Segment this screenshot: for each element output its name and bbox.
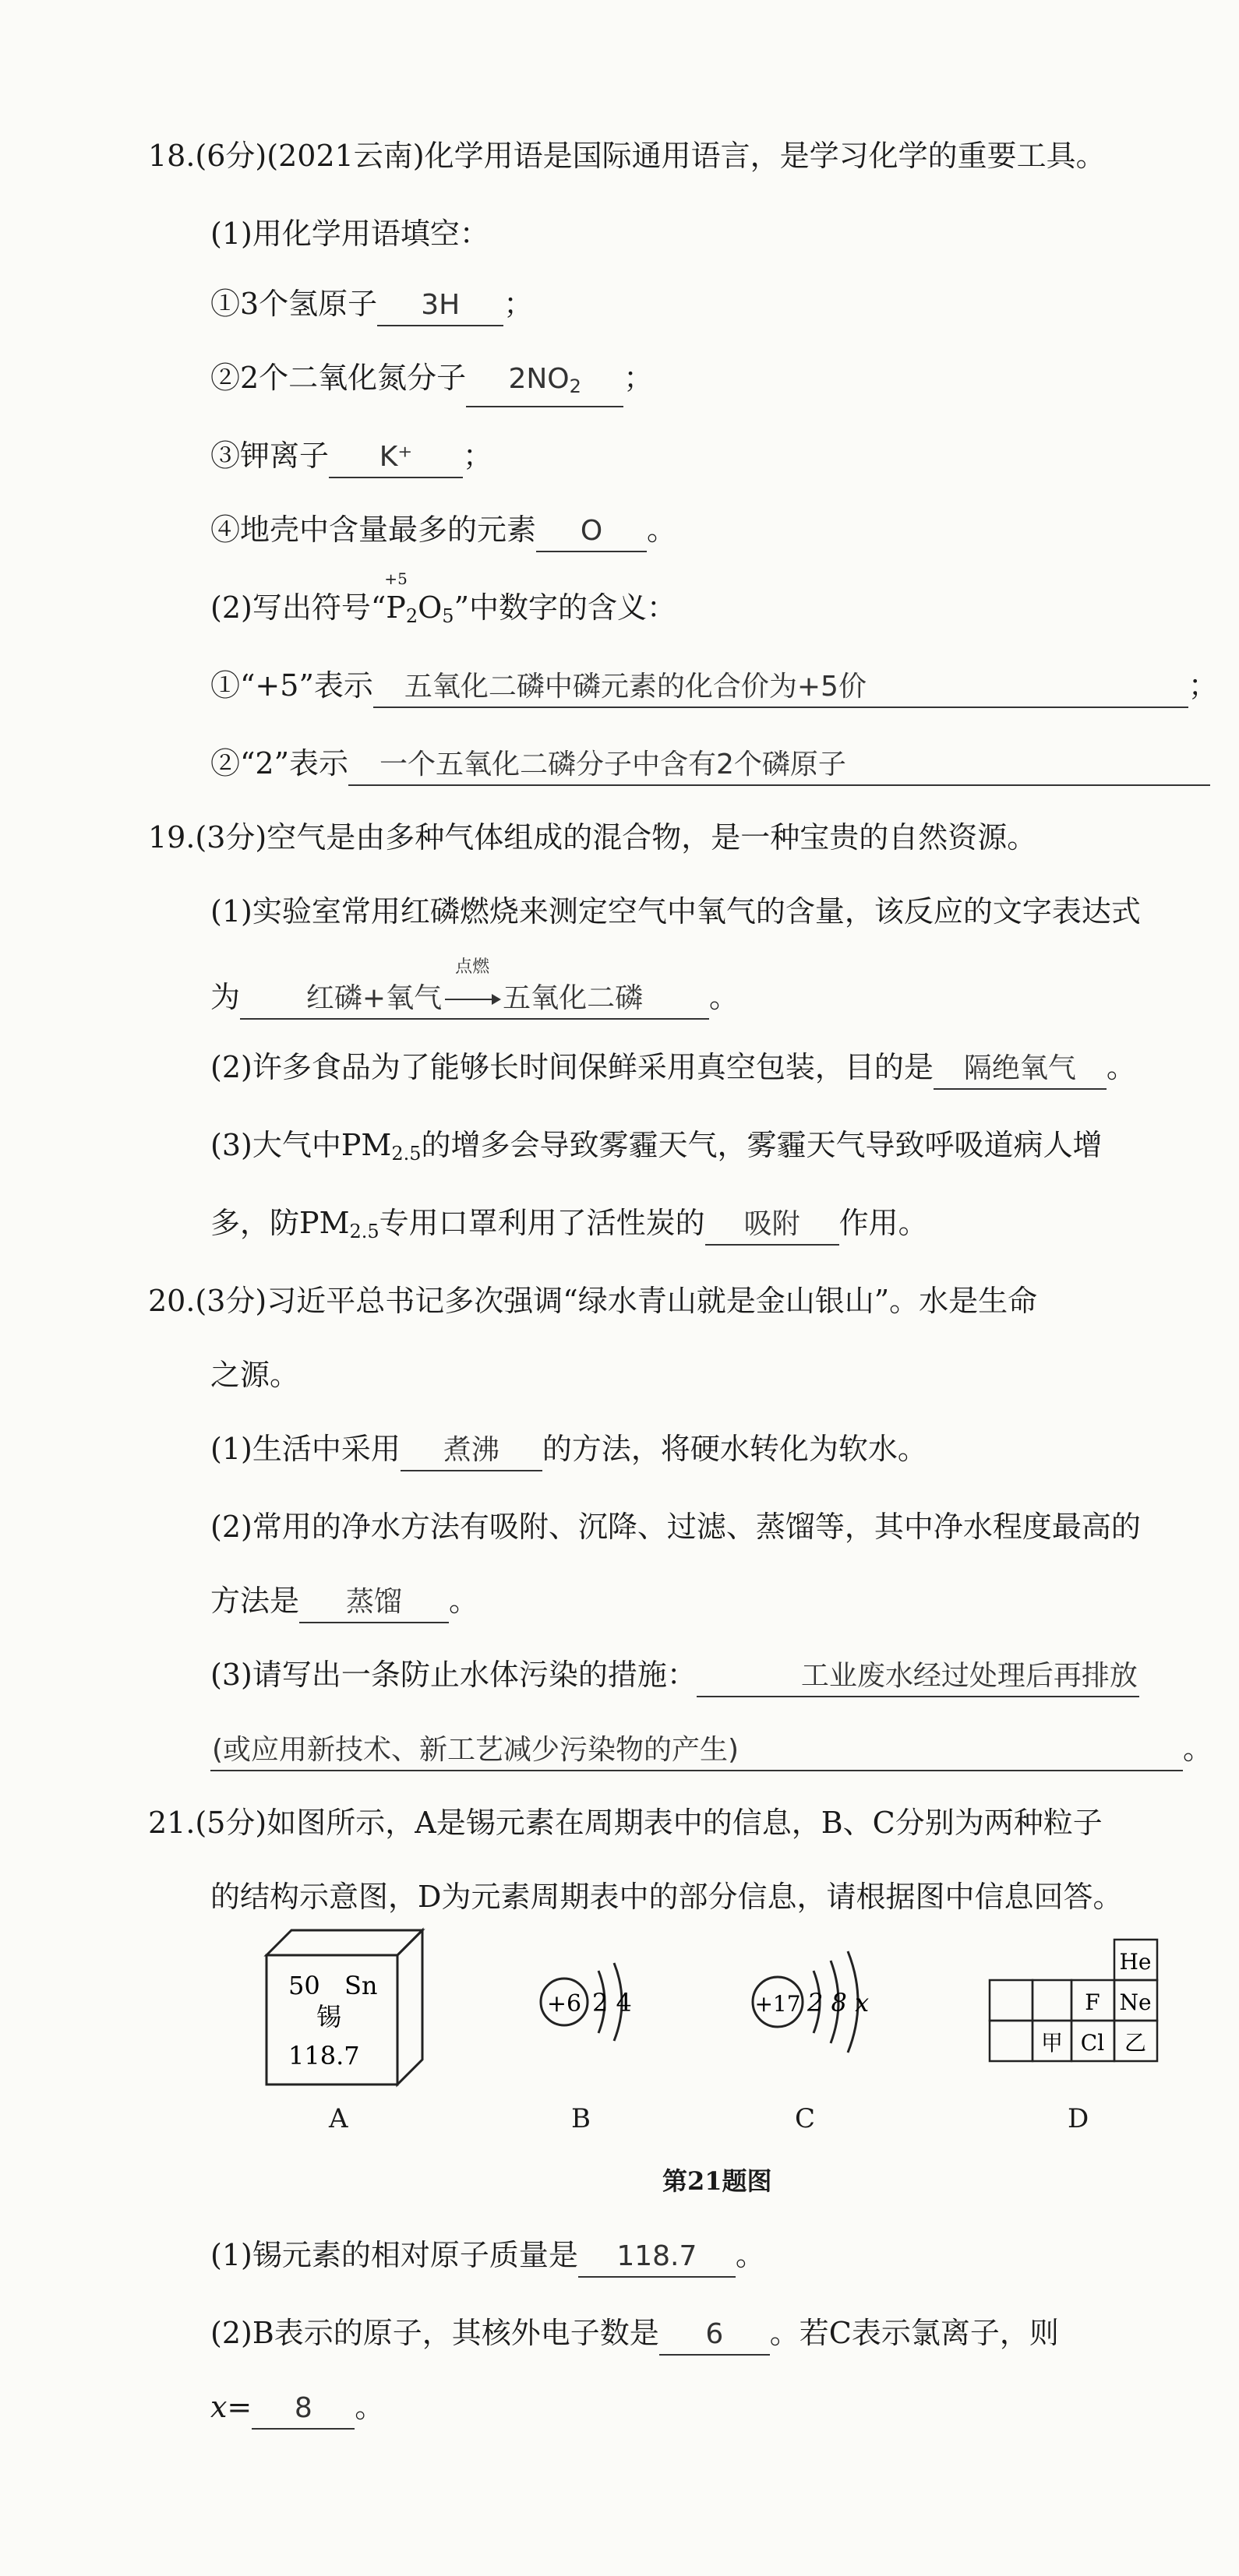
figure-c-ion-diagram <box>740 1928 896 2060</box>
figure-b-label: B <box>571 2103 591 2134</box>
q18-item4: ④地壳中含量最多的元素 O 。 <box>210 510 676 552</box>
q20-part3-cont: (或应用新技术、新工艺减少污染物的产生) 。 <box>210 1729 1213 1771</box>
cell-jia: 甲 <box>1040 2030 1064 2056</box>
q19-part1a: (1)实验室常用红磷燃烧来测定空气中氧气的含量，该反应的文字表达式 <box>210 894 1141 929</box>
q19-answer-2: 隔绝氧气 <box>934 1049 1107 1090</box>
q18-item3: ③钾离子 K⁺ ； <box>210 436 492 478</box>
tin-name: 锡 <box>316 2002 342 2032</box>
q20-stem-b: 之源。 <box>210 1358 300 1392</box>
q18-meaning1: ①“+5”表示 五氧化二磷中磷元素的化合价为+5价 ； <box>210 666 1218 708</box>
figure-a-label: A <box>329 2103 348 2134</box>
tin-mass: 118.7 <box>288 2041 360 2070</box>
q18-answer-5: 五氧化二磷中磷元素的化合价为+5价 <box>373 668 1188 708</box>
cell-cl: Cl <box>1080 2030 1105 2056</box>
q18-answer-4: O <box>536 512 647 552</box>
q20-answer-1: 煮沸 <box>401 1431 542 1471</box>
q18-answer-2: $2NO_2$ <box>466 360 623 407</box>
tin-symbol: Sn <box>344 1971 378 2000</box>
q20-part3: (3)请写出一条防止水体污染的措施： 工业废水经过处理后再排放 <box>210 1655 1139 1697</box>
q21-part2: (2)B表示的原子，其核外电子数是 6 。若C表示氯离子，则 <box>210 2313 1059 2356</box>
q21-answer-3: 8 <box>252 2389 355 2430</box>
q21-stem-b: 的结构示意图，D为元素周期表中的部分信息，请根据图中信息回答。 <box>210 1880 1123 1914</box>
figure-d-label: D <box>1068 2103 1089 2134</box>
q18-part2: (2)写出符号“ +5 $P_2O_5$”中数字的含义： <box>210 569 676 627</box>
figure-d-periodic-table <box>986 1932 1173 2064</box>
cell-yi: 乙 <box>1124 2030 1147 2056</box>
q18-answer-3: K⁺ <box>329 438 463 478</box>
q19-part1b: 为 红磷+氧气 点燃 五氧化二磷 。 <box>210 978 739 1020</box>
b-shells: 2 4 <box>592 1988 632 2017</box>
p2o5-symbol: +5 P <box>384 569 408 625</box>
tin-atomic-number: 50 <box>288 1971 320 2000</box>
q21-answer-1: 118.7 <box>578 2237 736 2278</box>
q18-meaning2: ②“2”表示 一个五氧化二磷分子中含有2个磷原子 <box>210 744 1210 786</box>
q20-part2a: (2)常用的净水方法有吸附、沉降、过滤、蒸馏等，其中净水程度最高的 <box>210 1510 1141 1544</box>
figure-caption: 第21题图 <box>662 2166 772 2196</box>
figure-a-element-cube <box>257 1924 436 2103</box>
figure-c-label: C <box>795 2103 816 2134</box>
q18-item1: ①3个氢原子 3H ； <box>210 284 533 326</box>
q18-part1: (1)用化学用语填空： <box>210 217 489 251</box>
q20-part2b: 方法是 蒸馏 。 <box>210 1581 478 1623</box>
cell-f: F <box>1085 1989 1100 2015</box>
q19-part3b: 多，防$PM_{2.5}$专用口罩利用了活性炭的 吸附 作用。 <box>210 1203 928 1251</box>
c-shells: 2 8 x <box>807 1988 870 2017</box>
q21-stem-a: 21.(5分)如图所示，A是锡元素在周期表中的信息，B、C分别为两种粒子 <box>148 1806 1103 1840</box>
figure-b-atom-diagram <box>530 1940 655 2056</box>
cell-ne: Ne <box>1119 1989 1152 2015</box>
q19-stem: 19.(3分)空气是由多种气体组成的混合物，是一种宝贵的自然资源。 <box>148 820 1037 855</box>
q19-part2: (2)许多食品为了能够长时间保鲜采用真空包装，目的是 隔绝氧气 。 <box>210 1048 1136 1090</box>
q21-part3: x= 8 。 <box>210 2387 384 2430</box>
reaction-arrow-icon: 点燃 <box>442 979 503 1018</box>
q20-stem-a: 20.(3分)习近平总书记多次强调“绿水青山就是金山银山”。水是生命 <box>148 1284 1038 1318</box>
q20-answer-3b: (或应用新技术、新工艺减少污染物的产生) <box>210 1731 1183 1771</box>
q19-answer-3: 吸附 <box>705 1205 839 1246</box>
q18-answer-6: 一个五氧化二磷分子中含有2个磷原子 <box>348 745 1210 786</box>
q19-part3a: (3)大气中$PM_{2.5}$的增多会导致雾霾天气，雾霾天气导致呼吸道病人增 <box>210 1128 1103 1165</box>
q20-answer-2: 蒸馏 <box>299 1583 449 1623</box>
q20-answer-3a: 工业废水经过处理后再排放 <box>697 1657 1139 1697</box>
q21-part1: (1)锡元素的相对原子质量是 118.7 。 <box>210 2236 765 2278</box>
b-nucleus: +6 <box>546 1990 582 2017</box>
q20-part1: (1)生活中采用 煮沸 的方法，将硬水转化为软水。 <box>210 1429 927 1471</box>
q18-item2: ②2个二氧化氮分子 $2NO_2$ ； <box>210 358 653 407</box>
q18-stem: 18.(6分)(2021云南)化学用语是国际通用语言，是学习化学的重要工具。 <box>148 139 1106 173</box>
q21-answer-2: 6 <box>659 2315 770 2356</box>
cell-he: He <box>1119 1949 1152 1975</box>
q18-answer-1: 3H <box>377 286 503 326</box>
c-nucleus: +17 <box>754 1991 801 2017</box>
q19-answer-1: 红磷+氧气 点燃 五氧化二磷 <box>240 979 709 1020</box>
